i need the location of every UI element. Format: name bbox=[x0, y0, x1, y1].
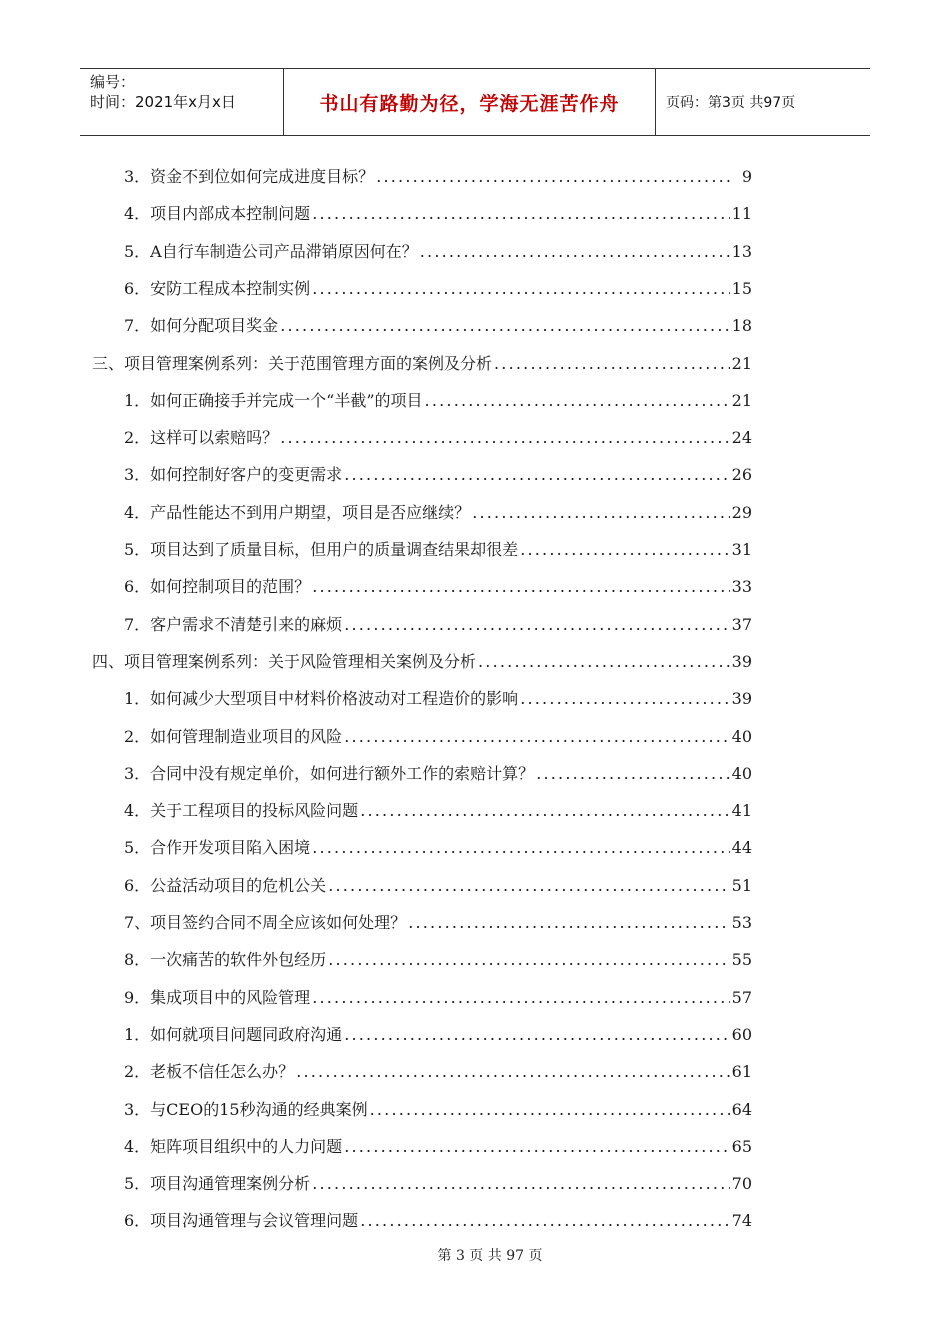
toc-entry-title: 4．关于工程项目的投标风险问题 bbox=[124, 801, 359, 821]
toc-leader-dots bbox=[520, 684, 729, 714]
toc-section-entry[interactable] bbox=[92, 349, 752, 379]
toc-leader-dots bbox=[312, 1169, 729, 1199]
toc-leader-dots bbox=[376, 162, 732, 192]
toc-entry-page: 15 bbox=[731, 278, 752, 298]
toc-entry-page: 70 bbox=[731, 1174, 752, 1194]
toc-entry-title: 8．一次痛苦的软件外包经历 bbox=[124, 950, 327, 970]
toc-leader-dots bbox=[344, 1132, 729, 1162]
toc-entry-title: 3．如何控制好客户的变更需求 bbox=[124, 465, 343, 485]
header-meta bbox=[80, 69, 284, 135]
toc-leader-dots bbox=[312, 983, 729, 1013]
toc-entry-title: 1．如何就项目问题同政府沟通 bbox=[124, 1024, 343, 1044]
toc-leader-dots bbox=[296, 1057, 729, 1087]
toc-leader-dots bbox=[328, 945, 729, 975]
toc-entry[interactable] bbox=[124, 423, 752, 453]
toc-entry[interactable] bbox=[124, 1057, 752, 1087]
toc-leader-dots bbox=[370, 1095, 730, 1125]
toc-leader-dots bbox=[280, 423, 729, 453]
toc-entry-title: 三、项目管理案例系列：关于范围管理方面的案例及分析 bbox=[92, 353, 493, 373]
toc-leader-dots bbox=[360, 796, 729, 826]
toc-entry-title: 6．项目沟通管理与会议管理问题 bbox=[124, 1211, 359, 1231]
header-motto: 书山有路勤为径，学海无涯苦作舟 bbox=[284, 69, 656, 135]
toc-entry-page: 40 bbox=[731, 763, 752, 783]
toc-leader-dots bbox=[328, 871, 729, 901]
toc-entry-page: 39 bbox=[731, 651, 752, 671]
toc-entry-page: 9 bbox=[741, 167, 752, 186]
toc-leader-dots bbox=[312, 572, 729, 602]
toc-entry[interactable] bbox=[124, 386, 752, 416]
toc-entry[interactable] bbox=[124, 759, 752, 789]
toc-entry[interactable] bbox=[124, 1020, 752, 1050]
toc-entry-title: 4．项目内部成本控制问题 bbox=[124, 204, 311, 224]
toc-entry-page: 31 bbox=[731, 540, 752, 559]
toc-entry-title: 6．如何控制项目的范围？ bbox=[124, 577, 311, 597]
toc-entry-page: 40 bbox=[731, 726, 752, 746]
toc-entry-page: 55 bbox=[731, 950, 752, 970]
toc-leader-dots bbox=[344, 722, 729, 752]
toc-entry-page: 51 bbox=[731, 875, 752, 895]
toc-entry-title: 7．客户需求不清楚引来的麻烦 bbox=[124, 614, 343, 634]
toc-leader-dots bbox=[312, 274, 729, 304]
toc-entry-page: 60 bbox=[731, 1024, 752, 1044]
toc-entry[interactable] bbox=[124, 908, 752, 938]
toc-entry[interactable] bbox=[124, 1095, 752, 1125]
toc-entry-title: 四、项目管理案例系列：关于风险管理相关案例及分析 bbox=[92, 651, 477, 671]
toc-entry-title: 4．产品性能达不到用户期望，项目是否应继续？ bbox=[124, 502, 471, 522]
toc-entry-page: 26 bbox=[731, 465, 752, 485]
toc-leader-dots bbox=[536, 759, 729, 789]
toc-entry[interactable] bbox=[124, 535, 752, 565]
toc-entry-page: 39 bbox=[731, 689, 752, 709]
toc-entry-title: 5．合作开发项目陷入困境 bbox=[124, 838, 311, 858]
toc-leader-dots bbox=[478, 647, 730, 677]
page-header bbox=[80, 68, 870, 136]
toc-entry[interactable] bbox=[124, 572, 752, 602]
toc-entry-page: 53 bbox=[731, 913, 752, 932]
header-date: 时间：2021年x月x日 bbox=[90, 93, 236, 111]
page-footer: 第 3 页 共 97 页 bbox=[437, 1248, 543, 1264]
toc-entry-title: 9．集成项目中的风险管理 bbox=[124, 987, 311, 1007]
toc-entry-page: 24 bbox=[731, 428, 752, 448]
toc-entry-page: 21 bbox=[731, 353, 752, 373]
toc-entry-page: 37 bbox=[731, 614, 752, 634]
toc-leader-dots bbox=[425, 386, 730, 416]
toc-entry-page: 57 bbox=[731, 987, 752, 1007]
toc-entry-title: 1．如何减少大型项目中材料价格波动对工程造价的影响 bbox=[124, 689, 519, 709]
toc-entry[interactable] bbox=[124, 199, 752, 229]
toc-leader-dots bbox=[520, 535, 729, 565]
toc-entry-page: 65 bbox=[731, 1136, 752, 1156]
toc-entry[interactable] bbox=[124, 1169, 752, 1199]
toc-leader-dots bbox=[420, 237, 730, 267]
toc-entry[interactable] bbox=[124, 460, 752, 490]
toc-entry-title: 2．老板不信任怎么办？ bbox=[124, 1062, 295, 1082]
toc-entry-page: 29 bbox=[731, 502, 752, 522]
toc-entry-page: 44 bbox=[731, 838, 752, 858]
toc-entry[interactable] bbox=[124, 610, 752, 640]
toc-entry-title: 1．如何正确接手并完成一个“半截”的项目 bbox=[124, 390, 423, 410]
toc-entry[interactable] bbox=[124, 796, 752, 826]
toc-entry[interactable] bbox=[124, 1206, 752, 1236]
toc-entry[interactable] bbox=[124, 684, 752, 714]
toc-entry[interactable] bbox=[124, 311, 752, 341]
toc-entry-title: 2．这样可以索赔吗？ bbox=[124, 428, 279, 448]
toc-entry-title: 4．矩阵项目组织中的人力问题 bbox=[124, 1136, 343, 1156]
toc-entry[interactable] bbox=[124, 162, 752, 192]
toc-entry-title: 6．安防工程成本控制实例 bbox=[124, 278, 311, 298]
toc-entry-page: 18 bbox=[731, 316, 752, 336]
toc-leader-dots bbox=[408, 908, 729, 938]
toc-entry-page: 64 bbox=[731, 1099, 752, 1119]
toc-entry[interactable] bbox=[124, 1132, 752, 1162]
toc-entry[interactable] bbox=[124, 983, 752, 1013]
toc-leader-dots bbox=[312, 199, 729, 229]
toc-entry-page: 11 bbox=[731, 204, 752, 224]
toc-entry-title: 7．如何分配项目奖金 bbox=[124, 316, 279, 336]
toc-section-entry[interactable] bbox=[92, 647, 752, 677]
toc-entry-page: 13 bbox=[731, 241, 752, 261]
toc-entry[interactable] bbox=[124, 871, 752, 901]
header-page-info: 页码：第3页 共97页 bbox=[666, 95, 796, 111]
toc-leader-dots bbox=[344, 460, 729, 490]
toc-leader-dots bbox=[472, 498, 729, 528]
toc-entry-title: 7、项目签约合同不周全应该如何处理？ bbox=[124, 913, 407, 932]
toc-entry[interactable] bbox=[124, 237, 752, 267]
toc-entry-page: 21 bbox=[731, 390, 752, 410]
toc-entry-title: 6．公益活动项目的危机公关 bbox=[124, 875, 327, 895]
toc-entry-title: 5．A自行车制造公司产品滞销原因何在？ bbox=[124, 241, 418, 261]
toc-entry-title: 5．项目达到了质量目标，但用户的质量调查结果却很差 bbox=[124, 540, 519, 559]
toc-entry[interactable] bbox=[124, 945, 752, 975]
toc-entry-title: 3．资金不到位如何完成进度目标？ bbox=[124, 167, 375, 186]
toc-entry-page: 41 bbox=[731, 801, 752, 821]
toc-entry-title: 3．与CEO的15秒沟通的经典案例 bbox=[124, 1099, 368, 1119]
header-serial: 编号： bbox=[90, 73, 136, 91]
toc-entry-title: 2．如何管理制造业项目的风险 bbox=[124, 726, 343, 746]
toc-entry[interactable] bbox=[124, 722, 752, 752]
toc-leader-dots bbox=[360, 1206, 729, 1236]
toc-leader-dots bbox=[344, 610, 729, 640]
toc-leader-dots bbox=[280, 311, 729, 341]
toc-entry[interactable] bbox=[124, 833, 752, 863]
toc-entry-page: 74 bbox=[731, 1211, 752, 1231]
toc-entry-title: 5．项目沟通管理案例分析 bbox=[124, 1174, 311, 1194]
toc-entry[interactable] bbox=[124, 274, 752, 304]
toc-leader-dots bbox=[494, 349, 730, 379]
toc-entry-title: 3．合同中没有规定单价，如何进行额外工作的索赔计算？ bbox=[124, 763, 535, 783]
toc-entry-page: 61 bbox=[731, 1062, 752, 1082]
toc-entry-page: 33 bbox=[731, 577, 752, 597]
toc-entry[interactable] bbox=[124, 498, 752, 528]
toc-leader-dots bbox=[344, 1020, 729, 1050]
toc-leader-dots bbox=[312, 833, 729, 863]
